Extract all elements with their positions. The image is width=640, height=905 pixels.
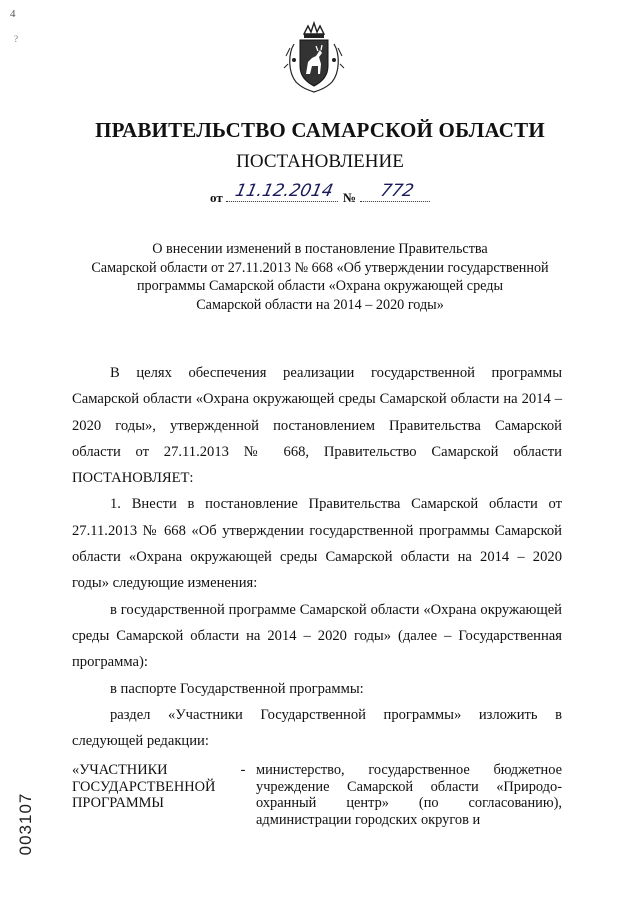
participants-label-line: ГОСУДАРСТВЕННОЙ <box>72 778 216 795</box>
side-serial-text: 003107 <box>16 792 35 856</box>
organization-title: ПРАВИТЕЛЬСТВО САМАРСКОЙ ОБЛАСТИ <box>95 118 545 142</box>
participants-label-line: «УЧАСТНИКИ <box>72 762 168 778</box>
document-type: ПОСТАНОВЛЕНИЕ <box>236 151 404 172</box>
body-paragraph: В целях обеспечения реализации государственной программы Самарской области «Охрана окружающей среды Самарской области на 2014 – 2020 годы», утвержденной постановлением Правительства Самарской области от 27.11.2013 № 668, Правительство Самарской области ПОСТАНОВЛЯЕТ: <box>72 365 562 487</box>
participants-label-line: ПРОГРАММЫ <box>72 795 164 812</box>
number-label: № <box>343 190 357 205</box>
corner-mark-small: ? <box>14 34 18 44</box>
date-label: от <box>210 190 223 205</box>
body-paragraph: раздел «Участники Государственной программы» изложить в следующей редакции: <box>72 706 562 750</box>
coat-of-arms-icon <box>282 20 346 94</box>
subject-line: О внесении изменений в постановление Правительства <box>152 241 488 257</box>
body-paragraph: в паспорте Государственной программы: <box>110 680 364 697</box>
side-serial-number <box>14 770 36 880</box>
subject-line: Самарской области от 27.11.2013 № 668 «Об утверждении государственной <box>91 259 549 276</box>
body-paragraph: в государственной программе Самарской области «Охрана окружающей среды Самарской области на 2014 – 2020 годы» (далее – Государственная программа): <box>72 601 562 671</box>
document-subject <box>60 240 580 314</box>
subject-line: Самарской области на 2014 – 2020 годы» <box>196 296 444 313</box>
body-paragraph: 1. Внести в постановление Правительства Самарской области от 27.11.2013 № 668 «Об утверждении государственной программы Самарской области «Охрана окружающей среды Самарской области на 2014 – 2020 годы» следующие изменения: <box>72 496 562 592</box>
date-value: 11.12.2014 <box>226 181 342 202</box>
date-number-line <box>210 183 450 209</box>
participants-text: министерство, государственное бюджетное учреждение Самарской области «Природо-охранный центр» (по согласованию), администрации городских округов и <box>256 762 562 828</box>
participants-dash: - <box>240 762 246 778</box>
corner-mark: 4 <box>10 8 16 20</box>
number-value: 772 <box>360 181 434 202</box>
participants-section <box>72 762 562 828</box>
document-body <box>72 360 562 754</box>
subject-line: программы Самарской области «Охрана окружающей среды <box>136 278 504 294</box>
participants-label <box>72 762 230 828</box>
